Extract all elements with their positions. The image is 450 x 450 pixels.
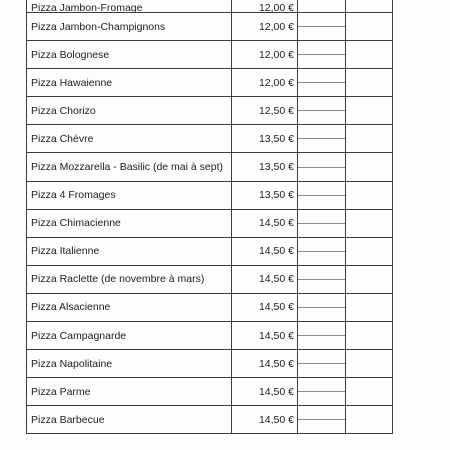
pizza-name: Pizza Campagnarde xyxy=(31,329,127,342)
pizza-price-cell xyxy=(232,125,298,153)
pizza-name-cell xyxy=(27,41,232,69)
blank-cell xyxy=(346,97,393,125)
blank-cell-divider xyxy=(298,378,345,405)
blank-cell-bottom xyxy=(298,224,345,237)
pizza-name: Pizza Raclette (de novembre à mars) xyxy=(31,273,205,286)
pizza-name: Pizza Barbecue xyxy=(31,413,105,426)
table-row xyxy=(27,153,393,181)
blank-cell-bottom xyxy=(298,168,345,181)
blank-cell-divider xyxy=(298,350,345,377)
pizza-name: Pizza Parme xyxy=(31,385,91,398)
blank-cell-top xyxy=(298,13,345,27)
blank-cell xyxy=(346,181,393,209)
pizza-price: 12,00 € xyxy=(258,1,294,14)
pizza-name: Pizza Chimacienne xyxy=(31,217,121,230)
blank-cell-divider xyxy=(298,210,345,237)
table-row xyxy=(27,350,393,378)
blank-cell xyxy=(346,0,393,13)
table-row xyxy=(27,322,393,350)
pizza-price-cell xyxy=(232,322,298,350)
table-row xyxy=(27,0,393,13)
table-row xyxy=(27,41,393,69)
pizza-price-cell xyxy=(232,69,298,97)
blank-cell-divider xyxy=(298,322,345,349)
pizza-name-cell xyxy=(27,209,232,237)
blank-cell xyxy=(298,41,346,69)
pizza-price-cell xyxy=(232,0,298,13)
blank-cell xyxy=(346,125,393,153)
pizza-name-cell xyxy=(27,13,232,41)
table-row xyxy=(27,209,393,237)
blank-cell-divider xyxy=(298,153,345,180)
blank-cell-divider xyxy=(298,41,345,68)
pizza-price: 14,50 € xyxy=(258,217,294,230)
pizza-price-cell xyxy=(232,406,298,434)
pizza-price: 14,50 € xyxy=(258,273,294,286)
blank-cell xyxy=(298,69,346,97)
blank-cell-top xyxy=(298,238,345,252)
blank-cell xyxy=(346,41,393,69)
pizza-name: Pizza Hawaienne xyxy=(31,76,113,89)
pizza-name-cell xyxy=(27,153,232,181)
blank-cell-divider xyxy=(298,238,345,265)
pizza-name-cell xyxy=(27,237,232,265)
pizza-price-cell xyxy=(232,237,298,265)
pizza-name: Pizza Chorizo xyxy=(31,104,96,117)
blank-cell xyxy=(298,350,346,378)
pizza-price-cell xyxy=(232,41,298,69)
blank-cell xyxy=(346,237,393,265)
table-row xyxy=(27,237,393,265)
pizza-name: Pizza Bolognese xyxy=(31,48,110,61)
blank-cell xyxy=(298,125,346,153)
pizza-price-cell xyxy=(232,378,298,406)
pizza-price-cell xyxy=(232,13,298,41)
pizza-price: 14,50 € xyxy=(258,413,294,426)
blank-cell-bottom xyxy=(298,280,345,293)
blank-cell-top xyxy=(298,378,345,392)
pizza-price-cell xyxy=(232,97,298,125)
blank-cell-divider xyxy=(298,97,345,124)
blank-cell-top xyxy=(298,97,345,111)
blank-cell-divider xyxy=(298,294,345,321)
blank-cell-top xyxy=(298,41,345,55)
blank-cell-top xyxy=(298,322,345,336)
blank-cell xyxy=(298,378,346,406)
table-row xyxy=(27,265,393,293)
table-row xyxy=(27,69,393,97)
blank-cell xyxy=(346,293,393,321)
blank-cell xyxy=(298,13,346,41)
blank-cell xyxy=(346,350,393,378)
pizza-name-cell xyxy=(27,406,232,434)
blank-cell xyxy=(298,322,346,350)
pizza-price: 12,50 € xyxy=(258,104,294,117)
blank-cell xyxy=(346,265,393,293)
blank-cell-bottom xyxy=(298,111,345,124)
pizza-name-cell xyxy=(27,378,232,406)
blank-cell xyxy=(298,153,346,181)
blank-cell-bottom xyxy=(298,55,345,68)
blank-cell xyxy=(346,209,393,237)
blank-cell xyxy=(346,13,393,41)
blank-cell-top xyxy=(298,266,345,280)
blank-cell-top xyxy=(298,210,345,224)
pizza-price: 14,50 € xyxy=(258,301,294,314)
pizza-name-cell xyxy=(27,322,232,350)
pizza-name: Pizza Mozzarella - Basilic (de mai à sept) xyxy=(31,161,223,174)
table-row xyxy=(27,181,393,209)
blank-cell xyxy=(298,237,346,265)
blank-cell-top xyxy=(298,182,345,196)
blank-cell xyxy=(298,97,346,125)
pizza-price-table xyxy=(26,0,393,434)
pizza-price: 13,50 € xyxy=(258,161,294,174)
pizza-price: 14,50 € xyxy=(258,329,294,342)
blank-cell-bottom xyxy=(298,0,345,12)
blank-cell-bottom xyxy=(298,364,345,377)
pizza-name-cell xyxy=(27,181,232,209)
blank-cell-bottom xyxy=(298,196,345,209)
blank-cell xyxy=(346,406,393,434)
blank-cell-divider xyxy=(298,182,345,209)
pizza-price-cell xyxy=(232,350,298,378)
pizza-name-cell xyxy=(27,97,232,125)
table-row xyxy=(27,125,393,153)
pizza-name-cell xyxy=(27,69,232,97)
pizza-price: 12,00 € xyxy=(258,48,294,61)
pizza-name: Pizza Jambon-Champignons xyxy=(31,20,166,33)
pizza-name-cell xyxy=(27,0,232,13)
blank-cell-divider xyxy=(298,69,345,96)
pizza-name: Pizza Chèvre xyxy=(31,132,94,145)
blank-cell xyxy=(298,265,346,293)
blank-cell-bottom xyxy=(298,308,345,321)
blank-cell xyxy=(346,153,393,181)
table-row xyxy=(27,97,393,125)
table-row xyxy=(27,406,393,434)
blank-cell-divider xyxy=(298,266,345,293)
blank-cell xyxy=(346,69,393,97)
blank-cell-divider xyxy=(298,406,345,433)
pizza-name: Pizza Italienne xyxy=(31,245,100,258)
blank-cell-top xyxy=(298,125,345,139)
pizza-name: Pizza Alsacienne xyxy=(31,301,111,314)
pizza-price: 12,00 € xyxy=(258,20,294,33)
blank-cell-bottom xyxy=(298,83,345,96)
pizza-price-cell xyxy=(232,153,298,181)
blank-cell-top xyxy=(298,294,345,308)
blank-cell-divider xyxy=(298,13,345,40)
blank-cell-bottom xyxy=(298,392,345,405)
pizza-price-table-body xyxy=(27,0,393,434)
pizza-name: Pizza Napolitaine xyxy=(31,357,113,370)
blank-cell-bottom xyxy=(298,27,345,40)
table-row xyxy=(27,293,393,321)
blank-cell-divider xyxy=(298,125,345,152)
pizza-name: Pizza Jambon-Fromage xyxy=(31,1,143,13)
blank-cell-bottom xyxy=(298,252,345,265)
pizza-name-cell xyxy=(27,125,232,153)
pizza-name: Pizza 4 Fromages xyxy=(31,189,116,202)
blank-cell xyxy=(346,378,393,406)
pizza-price: 14,50 € xyxy=(258,245,294,258)
pizza-price: 14,50 € xyxy=(258,385,294,398)
table-row xyxy=(27,13,393,41)
pizza-price: 12,00 € xyxy=(258,76,294,89)
blank-cell-top xyxy=(298,406,345,420)
blank-cell-divider xyxy=(298,0,345,12)
blank-cell xyxy=(346,322,393,350)
blank-cell-top xyxy=(298,350,345,364)
pizza-price: 13,50 € xyxy=(258,189,294,202)
blank-cell-top xyxy=(298,153,345,167)
blank-cell xyxy=(298,181,346,209)
pizza-price-cell xyxy=(232,293,298,321)
pizza-name-cell xyxy=(27,350,232,378)
blank-cell-bottom xyxy=(298,139,345,152)
pizza-name-cell xyxy=(27,293,232,321)
blank-cell-bottom xyxy=(298,420,345,433)
table-row xyxy=(27,378,393,406)
pizza-price-cell xyxy=(232,209,298,237)
blank-cell-top xyxy=(298,69,345,83)
pizza-name-cell xyxy=(27,265,232,293)
blank-cell xyxy=(298,406,346,434)
pizza-price-cell xyxy=(232,181,298,209)
blank-cell xyxy=(298,209,346,237)
pizza-price: 14,50 € xyxy=(258,357,294,370)
blank-cell xyxy=(298,293,346,321)
pizza-price: 13,50 € xyxy=(258,132,294,145)
blank-cell-bottom xyxy=(298,336,345,349)
pizza-price-cell xyxy=(232,265,298,293)
blank-cell xyxy=(298,0,346,13)
